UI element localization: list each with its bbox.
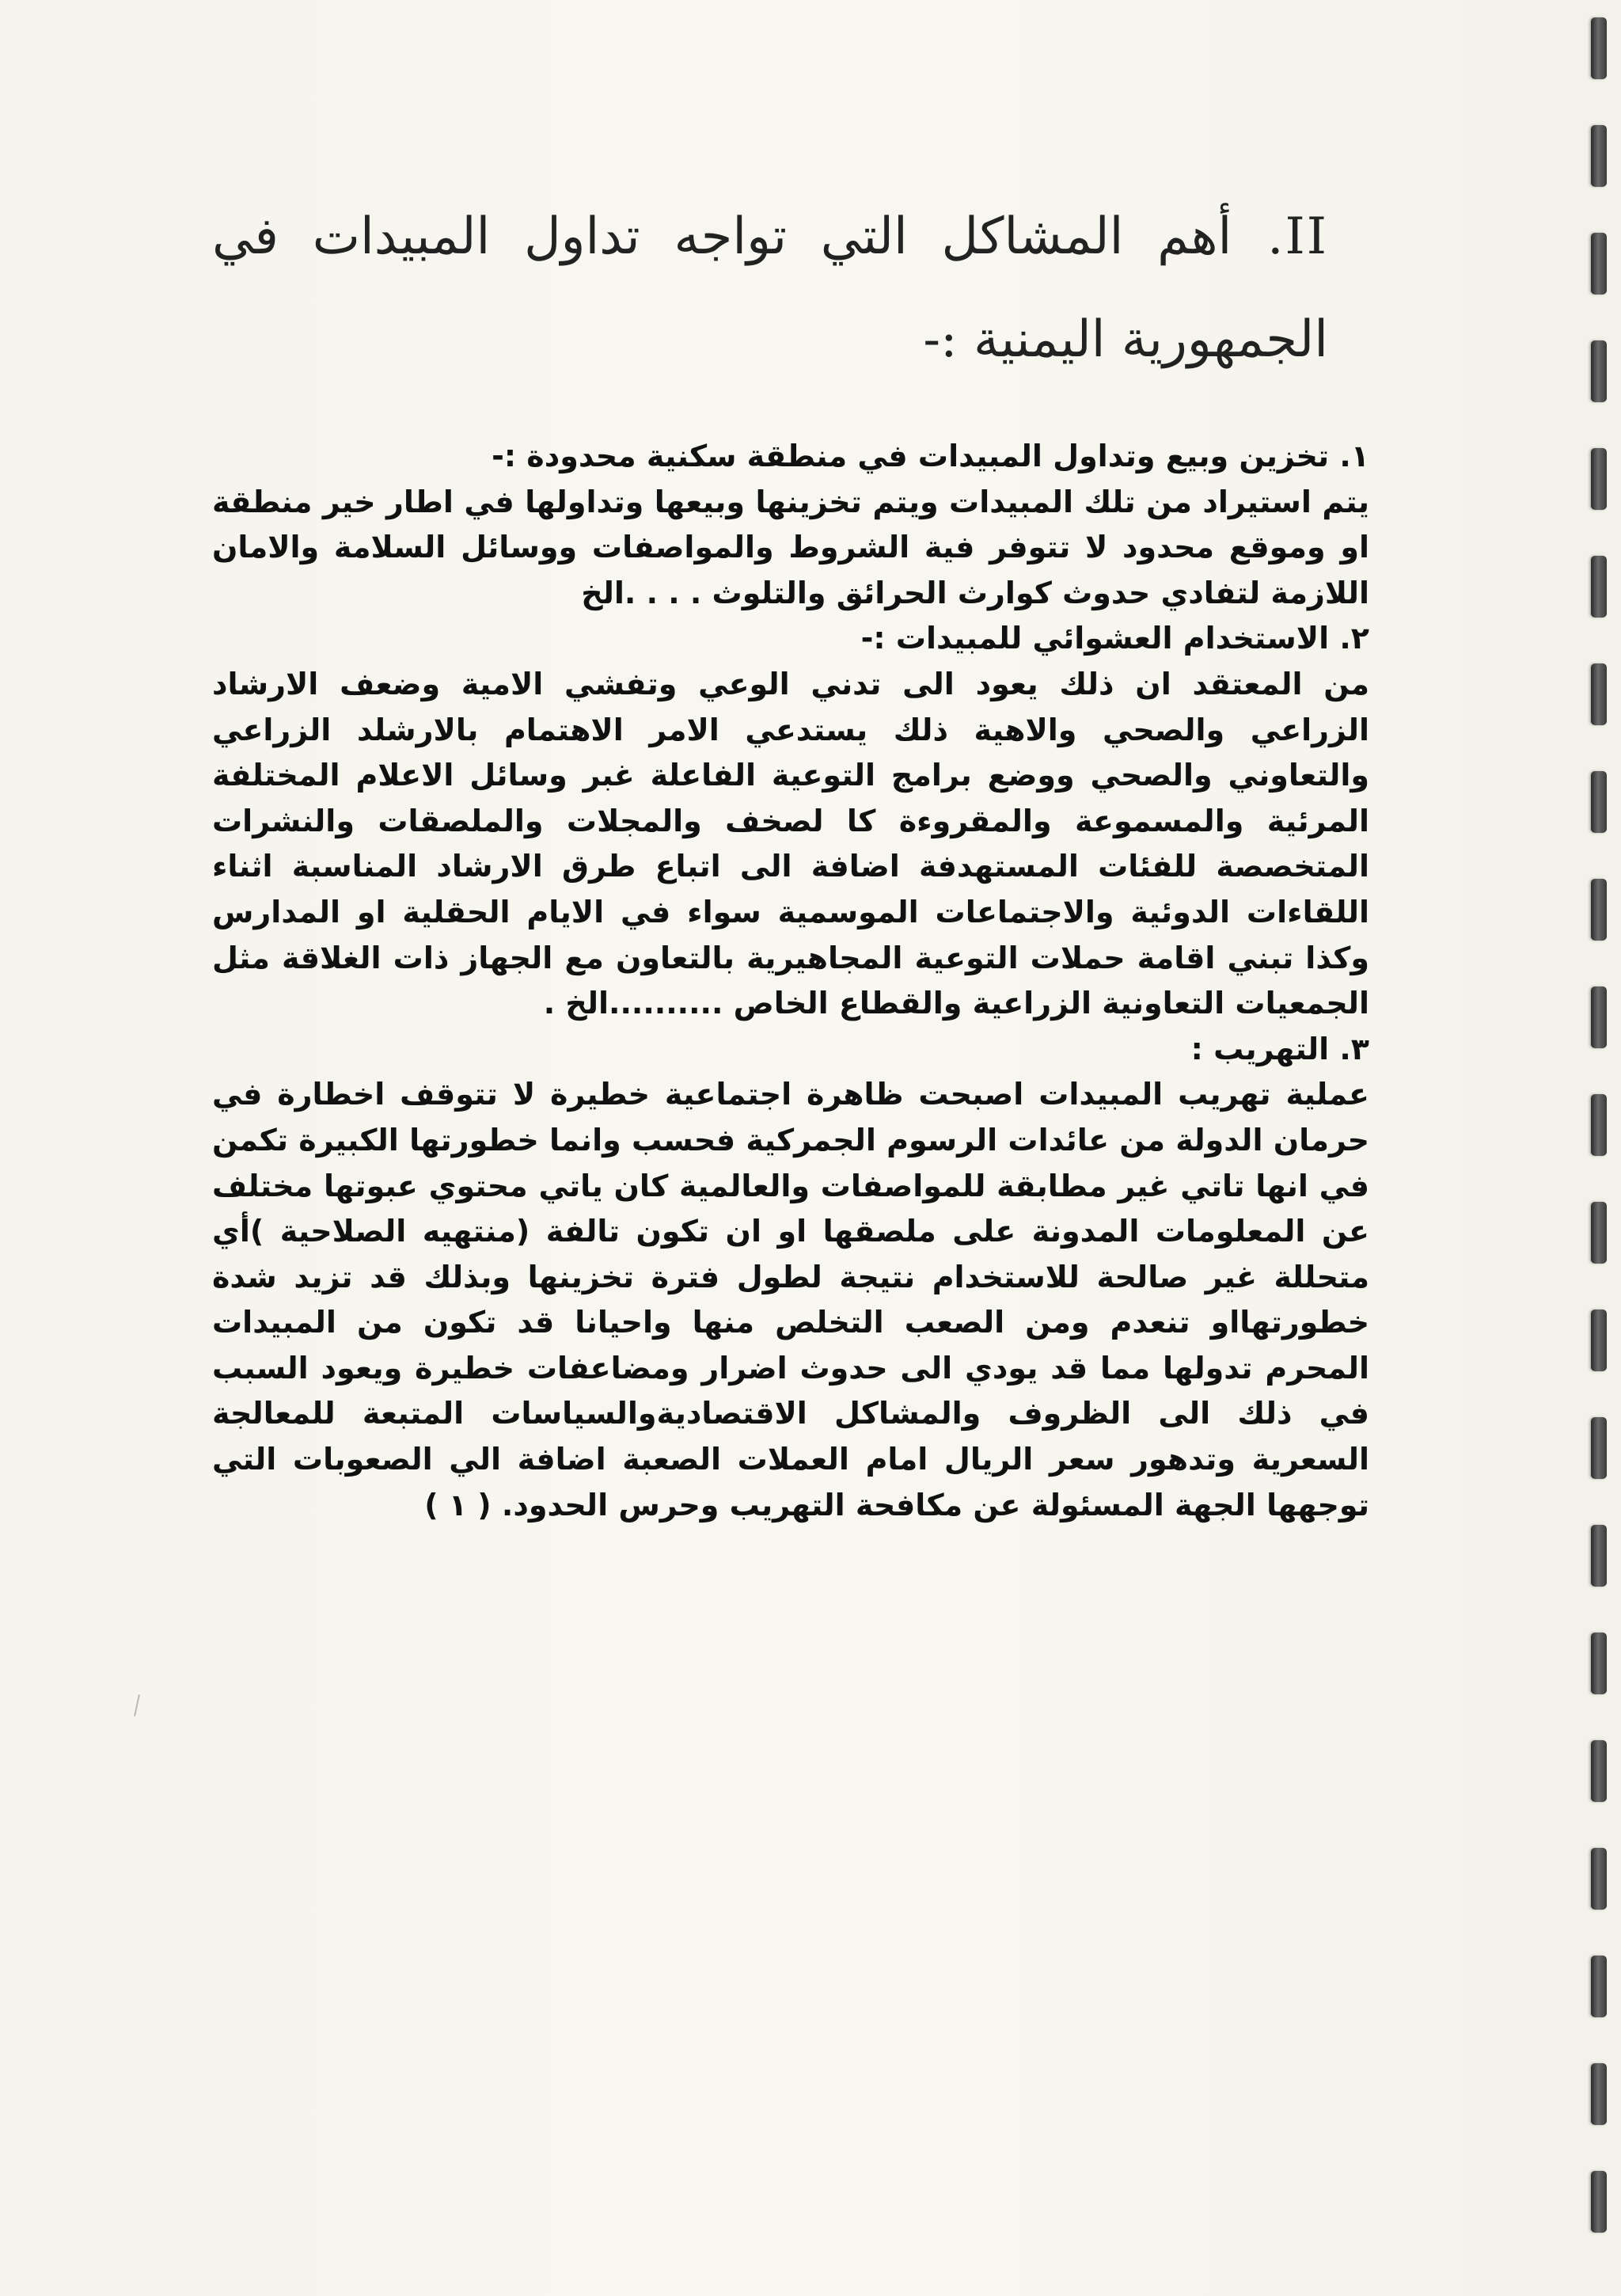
subsection-title-smuggling: ٣. التهريب :: [1190, 1031, 1369, 1066]
binding-clip: [1591, 879, 1607, 941]
binding-clip: [1591, 17, 1607, 79]
binding-clip: [1591, 1633, 1607, 1694]
binding-clip: [1591, 1525, 1607, 1587]
subsection-title-storage: ١. تخزين وبيع وتداول المبيدات في منطقة سكنية محدودة :-: [492, 439, 1369, 473]
spiral-binding: [1574, 0, 1621, 2296]
binding-clip: [1591, 986, 1607, 1048]
binding-clip: [1591, 663, 1607, 725]
binding-clip: [1591, 1094, 1607, 1156]
paragraph-random-use: من المعتقد ان ذلك يعود الى تدني الوعي وتفشي الامية وضعف الارشاد الزراعي والصحي والاهية ذلك يستدعي الامر الاهتمام بالارشلد الزراعي والتعاوني والصحي ووضع برامج التوعية الفاعلة غبر وسائل الاعلام المختلفة المرئية والمسموعة والمقروءة كا لصخف والمجلات والملصقات والنشرات المتخصصة للفئات المستهدفة اضافة الى اتباع طرق الارشاد المناسبة اثناء اللقاءات الدوئية والاجتماعات الموسمية سواء في الايام الحقلية او المدارس وكذا تبني اقامة حملات التوعية المجاهيرية بالتعاون مع الجهاز ذات الغلاقة مثل الجمعيات التعاونية الزراعية والقطاع الخاص ..........الخ .: [212, 666, 1369, 1021]
binding-clip: [1591, 556, 1607, 618]
binding-clip: [1591, 125, 1607, 187]
document-body: [212, 434, 1369, 1528]
binding-clip: [1591, 1310, 1607, 1371]
binding-clip: [1591, 1740, 1607, 1802]
binding-clip: [1591, 2171, 1607, 2233]
binding-clip: [1591, 2063, 1607, 2125]
subsection-title-random-use: ٢. الاستخدام العشوائي للمبيدات :-: [860, 621, 1369, 656]
binding-clip: [1591, 340, 1607, 402]
binding-clip: [1591, 1202, 1607, 1264]
section-heading-line-2: الجمهورية اليمنية :-: [923, 310, 1328, 369]
binding-clip: [1591, 1848, 1607, 1910]
paragraph-smuggling: عملية تهريب المبيدات اصبحت ظاهرة اجتماعية خطيرة لا تتوقف اخطارة في حرمان الدولة من عائدات الرسوم الجمركية فحسب وانما خطورتها الكبيرة تكمن في انها تاتي غير مطابقة للمواصفات والعالمية كان ياتي محتوي عبوتها مختلف عن المعلومات المدونة على ملصقها او ان تكون تالفة (منتهيه الصلاحية )أي متحللة غير صالحة للاستخدام نتيجة لطول فترة تخزينها وبذلك قد تزيد شدة خطورتهااو تنعدم ومن الصعب التخلص منها واحيانا قد تكون من المبيدات المحرم تدولها مما قد يودي الى حدوث اضرار ومضاعفات خطيرة ويعود السبب في ذلك الى الظروف والمشاكل الاقتصاديةوالسياسات المتبعة للمعالجة السعرية وتدهور سعر الريال امام العملات الصعبة اضافة الي الصعوبات التي توجهها الجهة المسئولة عن مكافحة التهريب وحرس الحدود. ( ١ ): [212, 1077, 1369, 1522]
binding-clip: [1591, 1956, 1607, 2017]
paper-mark: [134, 1694, 140, 1716]
binding-clip: [1591, 233, 1607, 295]
binding-clip: [1591, 448, 1607, 510]
section-heading-line-1: II. أهم المشاكل التي تواجه تداول المبيدات في: [212, 207, 1328, 266]
binding-clip: [1591, 771, 1607, 833]
binding-clip: [1591, 1417, 1607, 1479]
paragraph-storage: يتم استيراد من تلك المبيدات ويتم تخزينها وبيعها وتداولها في اطار خير منطقة او وموقع محدود لا تتوفر فية الشروط والمواصفات ووسائل السلامة والامان اللازمة لتفادي حدوث كوارث الحرائق والتلوث . . . .الخ: [212, 484, 1369, 610]
